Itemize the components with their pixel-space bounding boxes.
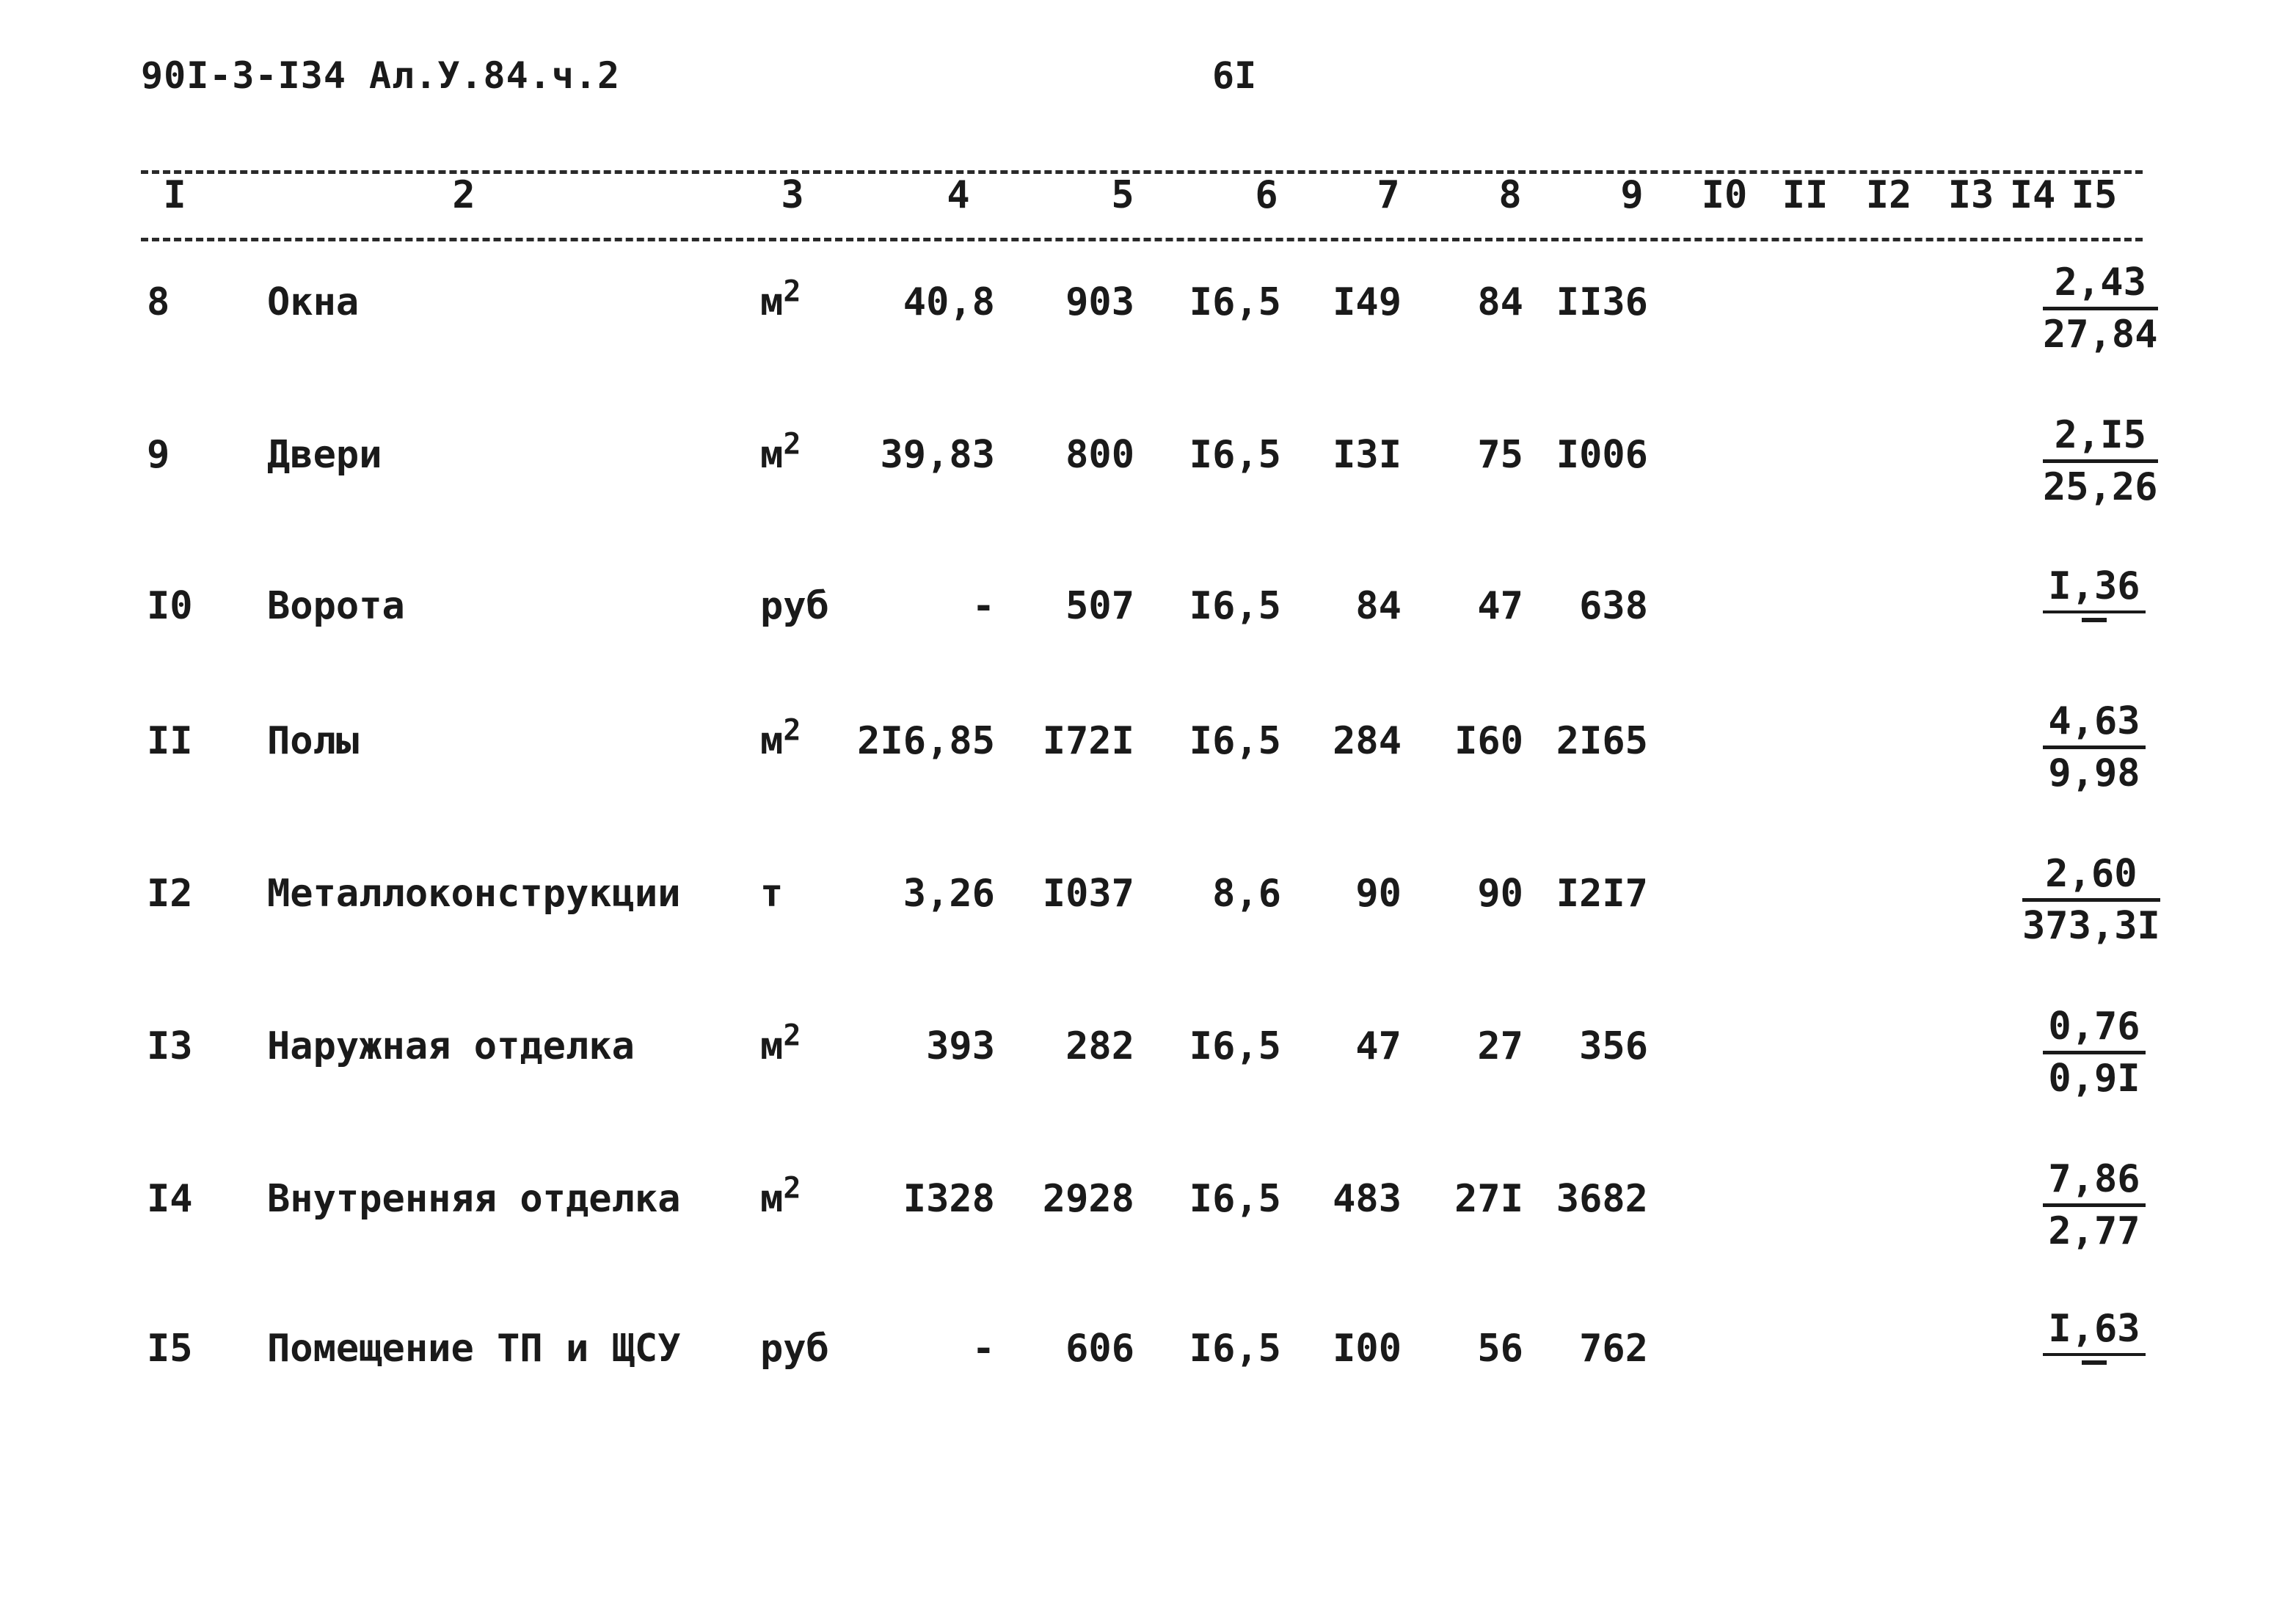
value-c6: I6,5 — [1189, 584, 1281, 628]
page-number: 6I — [1212, 54, 1257, 97]
fraction-denominator: 0,9I — [2048, 1057, 2140, 1101]
item-name: Металлоконструкции — [267, 872, 681, 916]
unit-exponent: 2 — [783, 1018, 801, 1053]
value-c4: I328 — [903, 1177, 995, 1221]
document-code: 90I-3-I34 Ал.У.84.ч.2 — [141, 54, 621, 97]
column-header-5: 5 — [1111, 173, 1134, 217]
value-c5: I037 — [1042, 872, 1134, 916]
value-c8: 75 — [1477, 433, 1523, 477]
column-header-15: I5 — [2071, 173, 2118, 217]
value-c9: I2I7 — [1556, 872, 1648, 916]
value-c7: 483 — [1333, 1177, 1402, 1221]
value-c8: 27I — [1454, 1177, 1523, 1221]
item-name: Помещение ТП и ЩСУ — [267, 1327, 681, 1371]
row-number: I2 — [147, 872, 193, 916]
value-c4: 40,8 — [903, 280, 995, 324]
unit-base: т — [760, 872, 784, 916]
value-c4: 393 — [926, 1024, 995, 1068]
value-c5: I72I — [1042, 719, 1134, 763]
value-c4: 3,26 — [903, 872, 995, 916]
unit-cell — [760, 713, 848, 763]
unit-exponent: 2 — [783, 713, 801, 748]
value-c9: 3682 — [1556, 1177, 1648, 1221]
value-c7: I49 — [1333, 280, 1402, 324]
value-c7: I3I — [1333, 433, 1402, 477]
unit-exponent: 2 — [783, 427, 801, 462]
value-c8: I60 — [1454, 719, 1523, 763]
value-c5: 800 — [1065, 433, 1134, 477]
value-c7: I00 — [1333, 1327, 1402, 1371]
unit-base: руб — [760, 1327, 829, 1371]
unit-cell — [760, 274, 848, 324]
fraction-denominator — [2043, 1356, 2146, 1371]
value-c4: - — [972, 584, 995, 628]
row-number: I5 — [147, 1327, 193, 1371]
unit-base: м — [760, 1024, 784, 1068]
fraction-denominator — [2043, 613, 2146, 628]
value-c5: 606 — [1065, 1327, 1134, 1371]
column-header-3: 3 — [781, 173, 804, 217]
item-name: Ворота — [267, 584, 405, 628]
fraction-numerator: 4,63 — [2043, 699, 2146, 749]
fraction-numerator: I,36 — [2043, 564, 2146, 613]
value-c5: 2928 — [1042, 1177, 1134, 1221]
unit-cell — [760, 872, 848, 916]
value-c6: I6,5 — [1189, 719, 1281, 763]
fraction-cell — [2022, 851, 2160, 949]
fraction-cell — [2043, 564, 2146, 628]
fraction-numerator: 2,43 — [2043, 260, 2158, 310]
value-c7: 90 — [1355, 872, 1402, 916]
value-c8: 84 — [1477, 280, 1523, 324]
value-c8: 47 — [1477, 584, 1523, 628]
unit-cell — [760, 1018, 848, 1068]
item-name: Окна — [267, 280, 360, 324]
value-c7: 84 — [1355, 584, 1402, 628]
column-header-1: I — [163, 173, 186, 217]
row-number: 9 — [147, 433, 170, 477]
value-c9: 638 — [1579, 584, 1648, 628]
value-c8: 56 — [1477, 1327, 1523, 1371]
unit-base: м — [760, 1177, 784, 1221]
item-name: Внутренняя отделка — [267, 1177, 681, 1221]
fraction-denominator: 373,3I — [2022, 904, 2160, 948]
fraction-cell — [2043, 699, 2146, 796]
column-header-13: I3 — [1947, 173, 1994, 217]
row-number: I4 — [147, 1177, 193, 1221]
unit-base: м — [760, 280, 784, 324]
row-number: I3 — [147, 1024, 193, 1068]
fraction-cell — [2043, 412, 2158, 510]
value-c4: 2I6,85 — [857, 719, 995, 763]
value-c4: - — [972, 1327, 995, 1371]
column-header-12: I2 — [1865, 173, 1912, 217]
fraction-cell — [2043, 1004, 2146, 1101]
column-header-11: II — [1782, 173, 1829, 217]
fraction-denominator: 9,98 — [2048, 751, 2140, 795]
unit-cell — [760, 1327, 848, 1371]
item-name: Двери — [267, 433, 382, 477]
unit-cell — [760, 427, 848, 477]
fraction-cell — [2043, 1306, 2146, 1371]
column-header-9: 9 — [1620, 173, 1644, 217]
column-header-4: 4 — [947, 173, 970, 217]
fraction-numerator: 2,I5 — [2043, 412, 2158, 463]
value-c6: I6,5 — [1189, 1024, 1281, 1068]
row-number: 8 — [147, 280, 170, 324]
column-header-14: I4 — [2009, 173, 2056, 217]
value-c9: I006 — [1556, 433, 1648, 477]
value-c7: 284 — [1333, 719, 1402, 763]
table-header-rule — [141, 238, 2143, 241]
value-c5: 903 — [1065, 280, 1134, 324]
column-header-2: 2 — [452, 173, 475, 217]
value-c6: I6,5 — [1189, 280, 1281, 324]
fraction-numerator: I,63 — [2043, 1306, 2146, 1356]
item-name: Наружная отделка — [267, 1024, 635, 1068]
unit-exponent: 2 — [783, 274, 801, 309]
row-number: I0 — [147, 584, 193, 628]
value-c9: 356 — [1579, 1024, 1648, 1068]
value-c5: 282 — [1065, 1024, 1134, 1068]
value-c6: 8,6 — [1212, 872, 1281, 916]
unit-exponent: 2 — [783, 1171, 801, 1206]
fraction-cell — [2043, 260, 2158, 357]
fraction-denominator: 2,77 — [2048, 1209, 2140, 1253]
value-c9: 762 — [1579, 1327, 1648, 1371]
fraction-denominator: 27,84 — [2043, 313, 2158, 357]
value-c6: I6,5 — [1189, 433, 1281, 477]
column-header-10: I0 — [1701, 173, 1748, 217]
fraction-numerator: 2,60 — [2022, 851, 2160, 902]
value-c8: 90 — [1477, 872, 1523, 916]
fraction-denominator: 25,26 — [2043, 465, 2158, 509]
fraction-numerator: 0,76 — [2043, 1004, 2146, 1054]
unit-base: м — [760, 719, 784, 763]
unit-base: руб — [760, 584, 829, 628]
value-c5: 507 — [1065, 584, 1134, 628]
unit-base: м — [760, 433, 784, 477]
value-c9: 2I65 — [1556, 719, 1648, 763]
fraction-numerator: 7,86 — [2043, 1156, 2146, 1207]
column-header-7: 7 — [1377, 173, 1400, 217]
value-c4: 39,83 — [880, 433, 995, 477]
fraction-cell — [2043, 1156, 2146, 1254]
value-c9: II36 — [1556, 280, 1648, 324]
column-header-6: 6 — [1255, 173, 1278, 217]
unit-cell — [760, 584, 848, 628]
value-c8: 27 — [1477, 1024, 1523, 1068]
value-c6: I6,5 — [1189, 1177, 1281, 1221]
unit-cell — [760, 1171, 848, 1221]
value-c6: I6,5 — [1189, 1327, 1281, 1371]
item-name: Полы — [267, 719, 360, 763]
value-c7: 47 — [1355, 1024, 1402, 1068]
row-number: II — [147, 719, 193, 763]
column-header-8: 8 — [1498, 173, 1522, 217]
